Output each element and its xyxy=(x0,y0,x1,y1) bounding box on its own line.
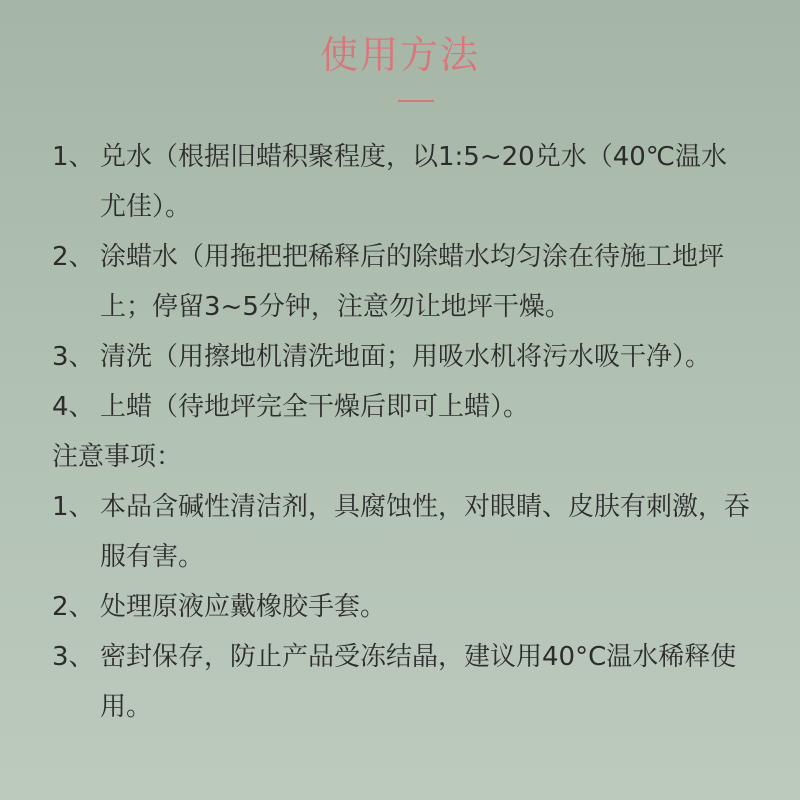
note-number: 1、 xyxy=(52,492,95,522)
step-number: 3、 xyxy=(52,342,95,372)
instructions-body xyxy=(52,132,752,732)
step-text: 清洗（用擦地机清洗地面；用吸水机将污水吸干净）。 xyxy=(100,342,712,372)
step-number: 4、 xyxy=(52,392,95,422)
step-text: 上蜡（待地坪完全干燥后即可上蜡）。 xyxy=(100,392,530,422)
usage-step-2 xyxy=(52,232,752,332)
usage-step-4 xyxy=(52,382,752,432)
note-text: 密封保存，防止产品受冻结晶，建议用40°C温水稀释使用。 xyxy=(100,642,737,722)
notes-heading: 注意事项： xyxy=(52,442,183,472)
usage-step-3 xyxy=(52,332,752,382)
note-text: 处理原液应戴橡胶手套。 xyxy=(100,592,387,622)
step-number: 2、 xyxy=(52,242,95,272)
note-item-3 xyxy=(52,632,752,732)
step-text: 兑水（根据旧蜡积聚程度，以1:5~20兑水（40℃温水尤佳）。 xyxy=(100,142,727,222)
step-number: 1、 xyxy=(52,142,95,172)
page-title: 使用方法 xyxy=(319,33,480,77)
usage-step-1 xyxy=(52,132,752,232)
note-number: 3、 xyxy=(52,642,95,672)
note-number: 2、 xyxy=(52,592,95,622)
title-divider xyxy=(398,100,434,102)
step-text: 涂蜡水（用拖把把稀释后的除蜡水均匀涂在待施工地坪上；停留3~5分钟，注意勿让地坪干燥。 xyxy=(100,242,725,322)
note-item-1 xyxy=(52,482,752,582)
note-item-2 xyxy=(52,582,752,632)
note-text: 本品含碱性清洁剂，具腐蚀性，对眼睛、皮肤有刺激，吞服有害。 xyxy=(100,492,751,572)
